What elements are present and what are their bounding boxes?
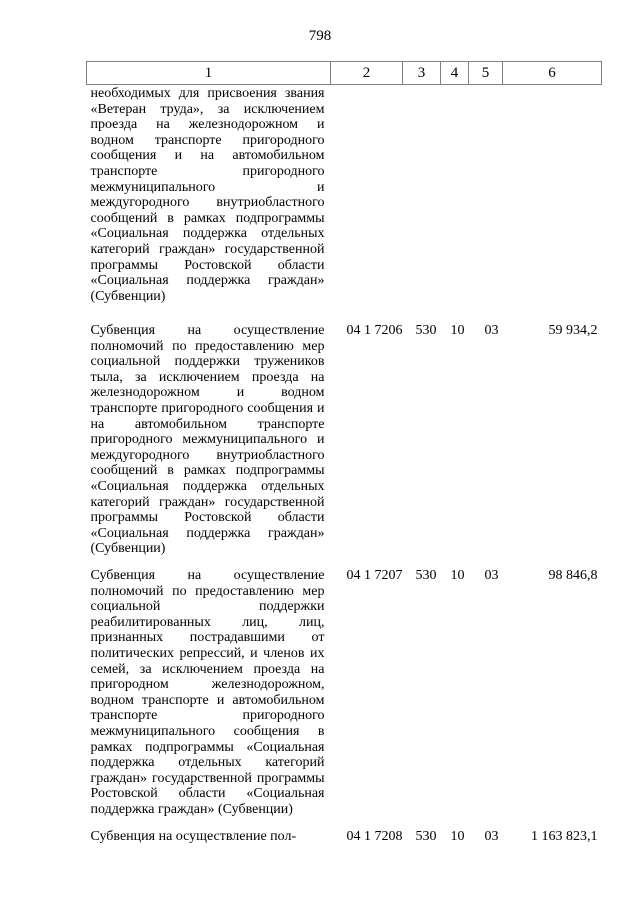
page-number: 798 bbox=[308, 28, 332, 44]
column-header-3: 3 bbox=[403, 62, 441, 85]
row-code: 04 1 7206 bbox=[346, 323, 403, 338]
row-subsection: 03 bbox=[484, 323, 499, 338]
row-code: 04 1 7208 bbox=[346, 829, 403, 844]
column-header-1: 1 bbox=[87, 62, 331, 85]
row-amount: 1 163 823,1 bbox=[531, 829, 598, 844]
header-row bbox=[87, 62, 602, 85]
row-code bbox=[331, 85, 403, 316]
row-type bbox=[403, 85, 441, 316]
row-subsection: 03 bbox=[484, 829, 499, 844]
row-description: необходимых для присвоения звания «Ветеран труда», за исключением проезда на железнодорожном и водном транспорте пригородного сообщения и на автомобильном транспорте пригородного межмуниципального и междугородного внутриобластного сообщений в рамках подпрограммы «Социальная поддержка отдельных категорий граждан» государственной программы Ростовской области «Социальная поддержка граждан» (Субвенции) bbox=[90, 86, 325, 304]
column-header-6: 6 bbox=[503, 62, 602, 85]
row-section: 10 bbox=[450, 568, 465, 583]
row-amount: 59 934,2 bbox=[548, 323, 598, 338]
row-subsection bbox=[469, 85, 503, 316]
row-description: Субвенция на осуществление пол- bbox=[90, 829, 297, 844]
row-section: 10 bbox=[450, 829, 465, 844]
row-description: Субвенция на осуществление полномочий по предоставлению мер социальной поддержки тружеников тыла, за исключением проезда на железнодорожном и водном транспорте пригородного сообщения и на автомобильном транспорте пригородного межмуниципального и междугородного внутриобластного сообщений в рамках подпрограммы «Социальная поддержка отдельных категорий граждан» государственной программы Ростовской области «Социальная поддержка граждан» (Субвенции) bbox=[90, 323, 325, 557]
row-code: 04 1 7207 bbox=[346, 568, 403, 583]
table-row bbox=[87, 562, 602, 825]
budget-table bbox=[86, 61, 602, 845]
column-header-2: 2 bbox=[331, 62, 403, 85]
row-section bbox=[441, 85, 469, 316]
row-subsection: 03 bbox=[484, 568, 499, 583]
table-header bbox=[87, 62, 602, 85]
row-type: 530 bbox=[415, 323, 437, 338]
table-row bbox=[87, 315, 602, 562]
table-row bbox=[87, 85, 602, 316]
column-header-5: 5 bbox=[469, 62, 503, 85]
row-section: 10 bbox=[450, 323, 465, 338]
row-amount bbox=[503, 85, 602, 316]
row-type: 530 bbox=[415, 568, 437, 583]
column-header-4: 4 bbox=[441, 62, 469, 85]
row-description: Субвенция на осуществление полномочий по предоставлению мер социальной поддержки реабилитированных лиц, лиц, признанных пострадавшими от политических репрессий, и членов их семей, за исключением проезда на пригородном железнодорожном, водном транспорте и автомобильном транспорте пригородного межмуниципального сообщения в рамках подпрограммы «Социальная поддержка отдельных категорий граждан» государственной программы Ростовской области «Социальная поддержка граждан» (Субвенции) bbox=[90, 568, 325, 817]
table-row bbox=[87, 825, 602, 845]
row-amount: 98 846,8 bbox=[548, 568, 598, 583]
row-type: 530 bbox=[415, 829, 437, 844]
